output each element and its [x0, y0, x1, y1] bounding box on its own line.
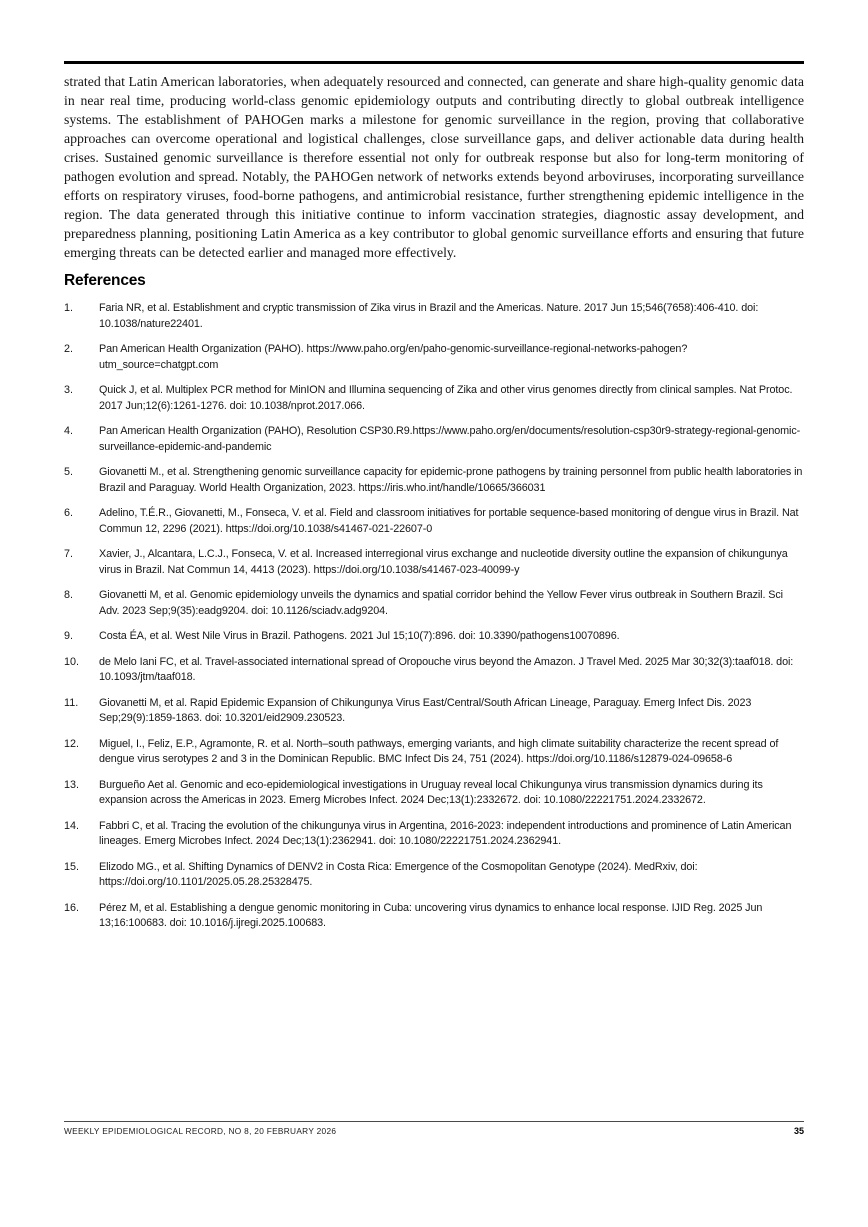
reference-item: [64, 342, 804, 373]
reference-text: Costa ÉA, et al. West Nile Virus in Brazil. Pathogens. 2021 Jul 15;10(7):896. doi: 10.3390/pathogens10070896.: [99, 630, 620, 642]
reference-item: [64, 506, 804, 537]
reference-text: Pan American Health Organization (PAHO), Resolution CSP30.R9.https://www.paho.org/en/documents/resolution-csp30r9-strategy-regional-genomic-surveillance-epidemic-and-pandemic: [99, 425, 801, 453]
reference-text: Adelino, T.É.R., Giovanetti, M., Fonseca, V. et al. Field and classroom initiatives for portable sequence-based monitoring of dengue virus in Brazil. Nat Commun 12, 2296 (2021). https://doi.org/10.1038/s41467-021-22607-0: [99, 507, 799, 535]
reference-text: Pan American Health Organization (PAHO). https://www.paho.org/en/paho-genomic-surveillance-regional-networks-pahogen?utm_source=chatgpt.com: [99, 343, 688, 371]
reference-item: [64, 383, 804, 414]
page-footer: [64, 1121, 804, 1136]
reference-item: [64, 860, 804, 891]
reference-number: 6.: [64, 507, 74, 519]
reference-item: [64, 301, 804, 332]
reference-item: [64, 737, 804, 768]
reference-text: Fabbri C, et al. Tracing the evolution of the chikungunya virus in Argentina, 2016-2023: independent introductions and prominence of Latin American lineages. Emerg Microbes Infect. 2024 Dec;13(1):2362941. doi: 10.1080/22221751.2024.2362941.: [99, 819, 792, 847]
reference-item: [64, 655, 804, 686]
reference-number: 4.: [64, 425, 74, 437]
reference-item: [64, 901, 804, 932]
reference-number: 16.: [64, 901, 80, 914]
reference-number: 1.: [64, 302, 74, 314]
references-heading: References: [64, 272, 146, 289]
reference-item: [64, 696, 804, 727]
reference-item: [64, 629, 804, 645]
reference-number: 3.: [64, 384, 74, 396]
footer-journal-line: WEEKLY EPIDEMIOLOGICAL RECORD, NO 8, 20 FEBRUARY 2026: [64, 1126, 337, 1136]
footer-page-number: 35: [793, 1126, 804, 1136]
reference-text: Xavier, J., Alcantara, L.C.J., Fonseca, V. et al. Increased interregional virus exchange and nucleotide diversity outline the expansion of chikungunya virus in Brazil. Nat Commun 14, 4413 (2023). https://doi.org/10.1038/s41467-023-40099-y: [99, 548, 788, 576]
reference-number: 9.: [64, 630, 74, 642]
reference-text: Elizodo MG., et al. Shifting Dynamics of DENV2 in Costa Rica: Emergence of the Cosmopolitan Genotype (2024). MedRxiv, doi: https://doi.org/10.1101/2025.05.28.25328475.: [99, 860, 698, 888]
reference-number: 11.: [64, 696, 79, 709]
reference-number: 8.: [64, 589, 74, 601]
reference-number: 13.: [64, 778, 80, 791]
reference-text: Miguel, I., Feliz, E.P., Agramonte, R. et al. North–south pathways, emerging variants, and high climate suitability characterize the recent spread of dengue virus serotypes 2 and 3 in the Dominican Republic. BMC Infect Dis 24, 751 (2024). https://doi.org/10.1186/s12879-024-09658-6: [99, 737, 779, 765]
top-rule: [64, 61, 804, 64]
reference-number: 12.: [64, 737, 80, 750]
reference-item: [64, 465, 804, 496]
reference-number: 2.: [64, 343, 74, 355]
reference-text: Giovanetti M, et al. Rapid Epidemic Expansion of Chikungunya Virus East/Central/South African Lineage, Paraguay. Emerg Infect Dis. 2023 Sep;29(9):1859-1863. doi: 10.3201/eid2909.230523.: [99, 696, 752, 724]
reference-number: 10.: [64, 655, 80, 668]
reference-number: 7.: [64, 548, 74, 560]
reference-item: [64, 588, 804, 619]
reference-text: Faria NR, et al. Establishment and cryptic transmission of Zika virus in Brazil and the Americas. Nature. 2017 Jun 15;546(7658):406-410. doi: 10.1038/nature22401.: [99, 302, 759, 330]
reference-text: de Melo Iani FC, et al. Travel-associated international spread of Oropouche virus beyond the Amazon. J Travel Med. 2025 Mar 30;32(3):taaf018. doi: 10.1093/jtm/taaf018.: [99, 655, 794, 683]
reference-text: Giovanetti M., et al. Strengthening genomic surveillance capacity for epidemic-prone pathogens by training personnel from public health laboratories in Brazil and Paraguay. World Health Organization, 2023. https://iris.who.int/handle/10665/366031: [99, 466, 803, 494]
reference-text: Pérez M, et al. Establishing a dengue genomic monitoring in Cuba: uncovering virus dynamics to enhance local response. IJID Reg. 2025 Jun 13;16:100683. doi: 10.1016/j.ijregi.2025.100683.: [99, 901, 763, 929]
body-paragraph: strated that Latin American laboratories, when adequately resourced and connected, can generate and share high-quality genomic data in near real time, producing world-class genomic epidemiology outputs and contributing directly to global outbreak intelligence systems. The establishment of PAHOGen marks a milestone for genomic surveillance in the region, proving that collaborative approaches can overcome operational and logistical challenges, close surveillance gaps, and deliver actionable data during health crises. Sustained genomic surveillance is therefore essential not only for outbreak response but also for long-term monitoring of pathogen evolution and spread. Notably, the PAHOGen network of networks extends beyond arboviruses, incorporating surveillance efforts on respiratory viruses, food-borne pathogens, and antimicrobial resistance, further strengthening epidemic intelligence in the region. The data generated through this initiative continue to inform vaccination strategies, diagnostic assay development, and preparedness planning, positioning Latin America as a key contributor to global genomic surveillance efforts and ensuring that future emerging threats can be detected earlier and managed more effectively.: [64, 74, 804, 260]
reference-number: 5.: [64, 466, 74, 478]
content-column: [64, 72, 804, 942]
reference-item: [64, 819, 804, 850]
reference-item: [64, 424, 804, 455]
reference-text: Quick J, et al. Multiplex PCR method for MinION and Illumina sequencing of Zika and other virus genomes directly from clinical samples. Nat Protoc. 2017 Jun;12(6):1261-1276. doi: 10.1038/nprot.2017.066.: [99, 384, 793, 412]
reference-text: Burgueño Aet al. Genomic and eco-epidemiological investigations in Uruguay reveal local Chikungunya virus transmission dynamics during its expansion across the Americas in 2023. Emerg Microbes Infect. 2024 Dec;13(1):2332672. doi: 10.1080/22221751.2024.2332672.: [99, 778, 763, 806]
reference-item: [64, 778, 804, 809]
reference-text: Giovanetti M, et al. Genomic epidemiology unveils the dynamics and spatial corridor behind the Yellow Fever virus outbreak in Southern Brazil. Sci Adv. 2023 Sep;9(35):eadg9204. doi: 10.1126/sciadv.adg9204.: [99, 589, 783, 617]
reference-number: 15.: [64, 860, 80, 873]
references-list: [64, 301, 804, 932]
reference-number: 14.: [64, 819, 80, 832]
reference-item: [64, 547, 804, 578]
